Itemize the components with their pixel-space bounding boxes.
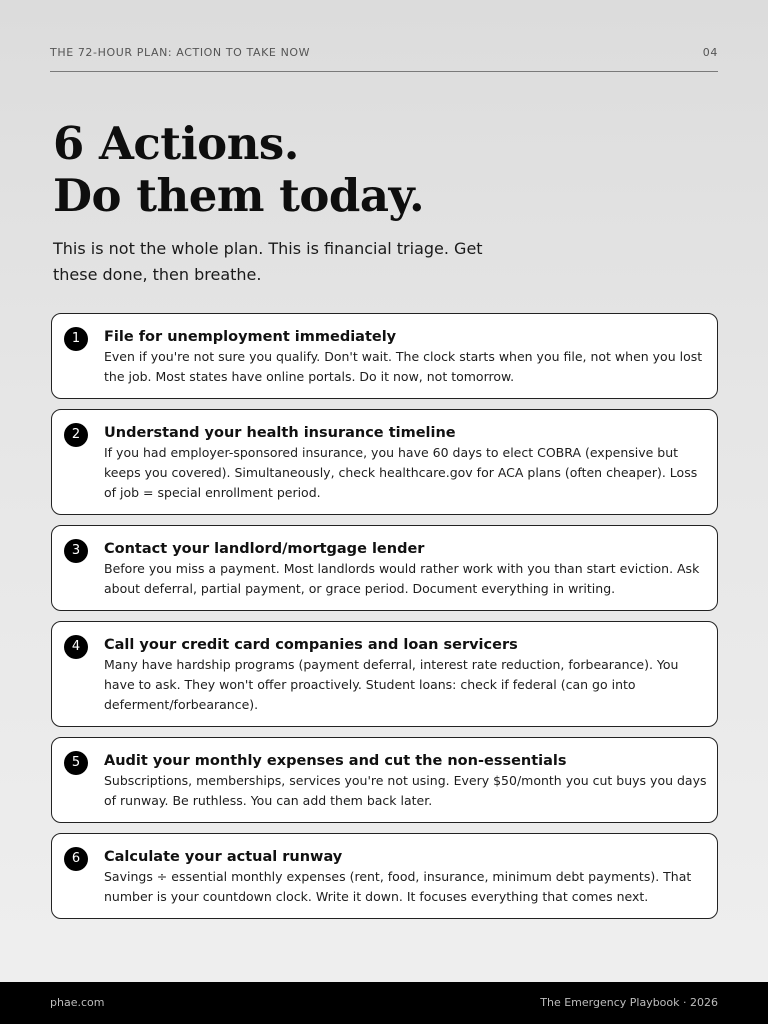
action-title: Audit your monthly expenses and cut the non-essentials	[104, 753, 567, 769]
action-card-2	[51, 409, 718, 515]
action-description: If you had employer-sponsored insurance, you have 60 days to elect COBRA (expensive but keeps you covered). Simultaneously, check healthcare.gov for ACA plans (often cheaper). Loss of job = special enrollment period.	[104, 445, 698, 500]
page-title-line-2: Do them today.	[53, 169, 425, 222]
intro-text: This is not the whole plan. This is financial triage. Get these done, then breathe.	[53, 239, 483, 284]
action-description: Before you miss a payment. Most landlords would rather work with you than start eviction. Ask about deferral, partial payment, or grace period. Document everything in writing.	[104, 561, 700, 596]
action-number-badge: 3	[64, 539, 88, 563]
action-number-badge: 5	[64, 751, 88, 775]
action-title: Contact your landlord/mortgage lender	[104, 541, 425, 557]
page-footer	[0, 982, 768, 1024]
action-number-badge: 1	[64, 327, 88, 351]
action-description: Savings ÷ essential monthly expenses (rent, food, insurance, minimum debt payments). That number is your countdown clock. Write it down. It focuses everything that comes next.	[104, 869, 692, 904]
action-title: Call your credit card companies and loan servicers	[104, 637, 518, 653]
action-description: Many have hardship programs (payment deferral, interest rate reduction, forbearance). You have to ask. They won't offer proactively. Student loans: check if federal (can go into deferment/forbearance).	[104, 657, 679, 712]
action-number-badge: 6	[64, 847, 88, 871]
action-title: Calculate your actual runway	[104, 849, 343, 865]
page-title-line-1: 6 Actions.	[53, 117, 299, 170]
footer-publication: The Emergency Playbook · 2026	[540, 996, 718, 1009]
action-card-1	[51, 313, 718, 399]
action-card-4	[51, 621, 718, 727]
action-number-badge: 4	[64, 635, 88, 659]
footer-site: phae.com	[50, 996, 105, 1009]
page-title	[53, 118, 693, 222]
page-number: 04	[702, 46, 718, 59]
action-description: Even if you're not sure you qualify. Don't wait. The clock starts when you file, not when you lost the job. Most states have online portals. Do it now, not tomorrow.	[104, 349, 703, 384]
action-title: File for unemployment immediately	[104, 329, 397, 345]
running-header	[50, 46, 718, 72]
action-number-badge: 2	[64, 423, 88, 447]
section-label: THE 72-HOUR PLAN: ACTION TO TAKE NOW	[50, 46, 311, 59]
action-title: Understand your health insurance timeline	[104, 425, 456, 441]
action-card-5	[51, 737, 718, 823]
action-description: Subscriptions, memberships, services you're not using. Every $50/month you cut buys you days of runway. Be ruthless. You can add them back later.	[104, 773, 707, 808]
action-card-6	[51, 833, 718, 919]
action-card-3	[51, 525, 718, 611]
